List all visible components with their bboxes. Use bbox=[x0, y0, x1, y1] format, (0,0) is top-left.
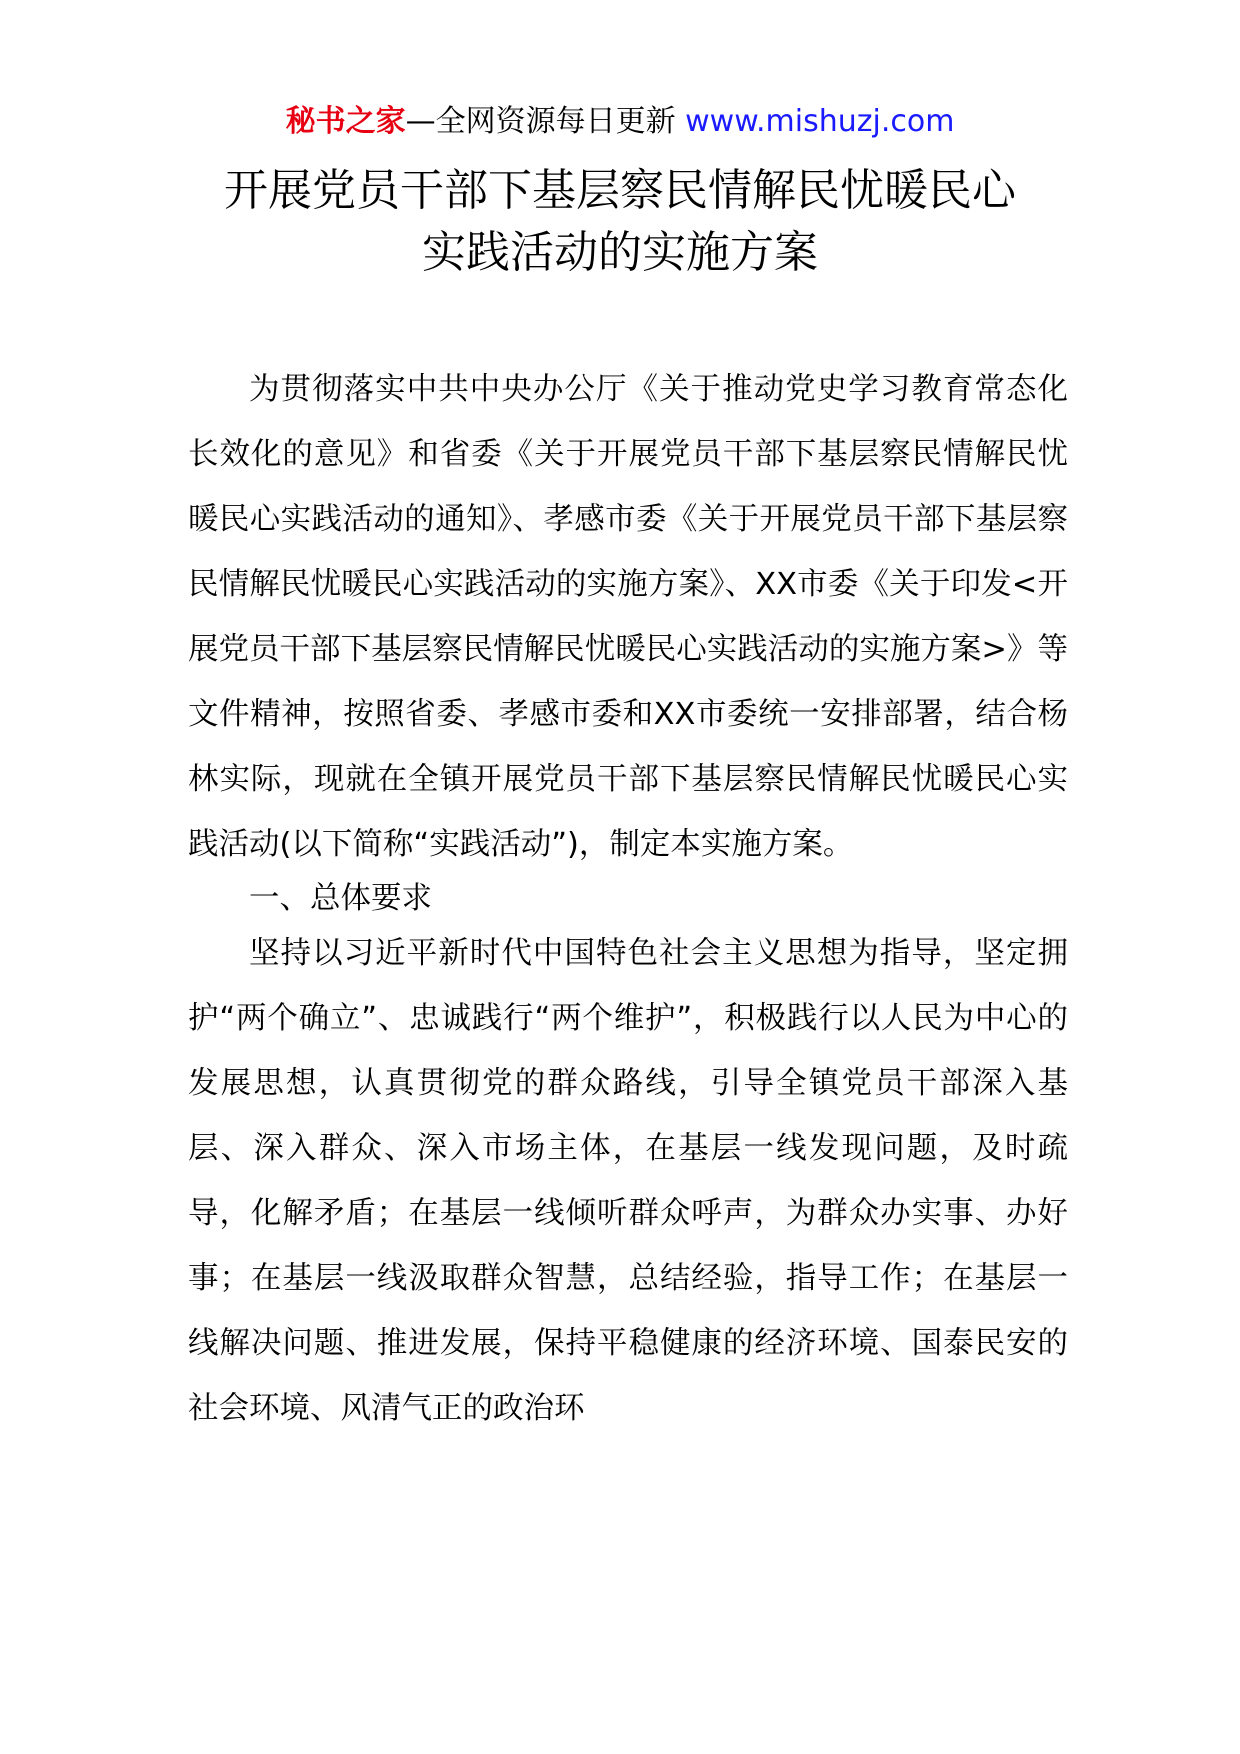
site-slogan: —全网资源每日更新 bbox=[405, 104, 676, 139]
title-line-2: 实践活动的实施方案 bbox=[422, 227, 818, 278]
document-title bbox=[150, 160, 1090, 284]
site-url[interactable]: www.mishuzj.com bbox=[685, 104, 955, 139]
general-requirements-paragraph: 坚持以习近平新时代中国特色社会主义思想为指导，坚定拥护“两个确立”、忠诚践行“两个维护”，积极践行以人民为中心的发展思想，认真贯彻党的群众路线，引导全镇党员干部深入基层、深入群众、深入市场主体，在基层一线发现问题，及时疏导，化解矛盾；在基层一线倾听群众呼声，为群众办实事、办好事；在基层一线汲取群众智慧，总结经验，指导工作；在基层一线解决问题、推进发展，保持平稳健康的经济环境、国泰民安的社会环境、风清气正的政治环 bbox=[188, 936, 1068, 1426]
site-brand: 秘书之家 bbox=[285, 104, 406, 139]
title-line-1: 开展党员干部下基层察民情解民忧暖民心 bbox=[224, 165, 1016, 216]
intro-paragraph: 为贯彻落实中共中央办公厅《关于推动党史学习教育常态化长效化的意见》和省委《关于开展党员干部下基层察民情解民忧暖民心实践活动的通知》、孝感市委《关于开展党员干部下基层察民情解民忧暖民心实践活动的实施方案》、XX市委《关于印发<开展党员干部下基层察民情解民忧暖民心实践活动的实施方案>》等文件精神，按照省委、孝感市委和XX市委统一安排部署，结合杨林实际，现就在全镇开展党员干部下基层察民情解民忧暖民心实践活动(以下简称“实践活动”)，制定本实施方案。 bbox=[188, 372, 1068, 862]
section-heading-general-requirements: 一、总体要求 bbox=[249, 881, 432, 916]
document-body bbox=[188, 357, 1068, 1441]
site-header bbox=[0, 100, 1240, 144]
